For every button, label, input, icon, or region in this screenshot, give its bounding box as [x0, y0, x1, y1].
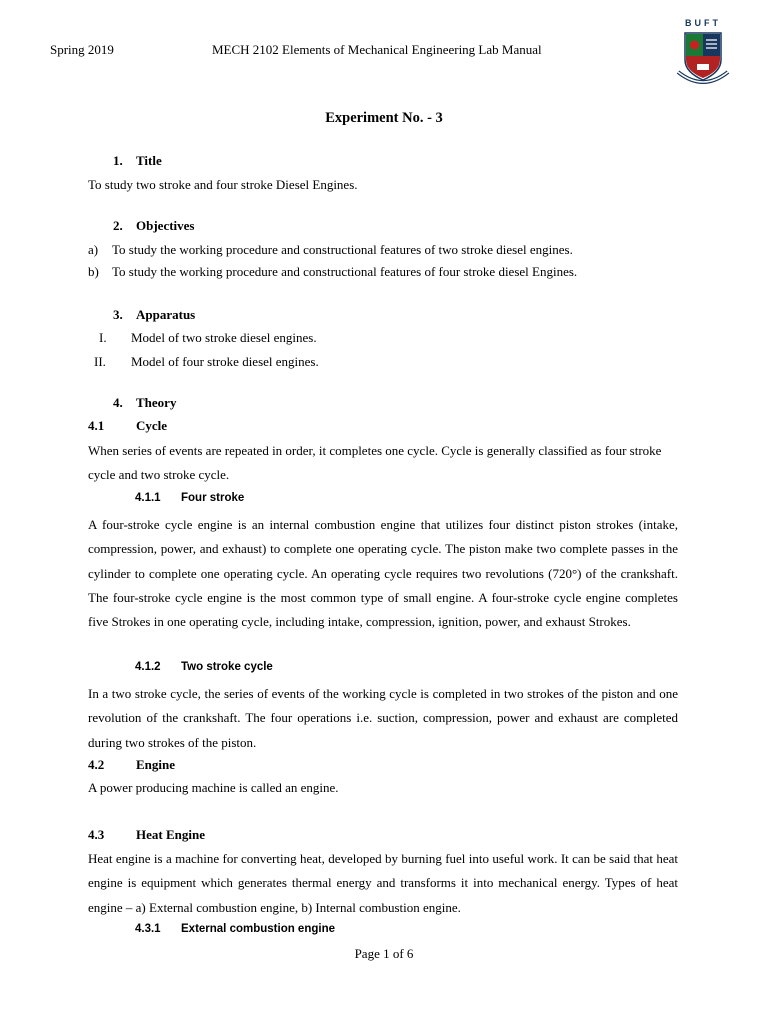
section-heading-two-stroke: Two stroke cycle: [181, 661, 273, 673]
engine-text: A power producing machine is called an engine.: [88, 780, 339, 795]
section-heading-theory: Theory: [136, 395, 177, 410]
section-number: 4.1.2: [135, 661, 161, 673]
four-stroke-paragraph: A four-stroke cycle engine is an internal combustion engine that utilizes four distinct piston strokes (intake, compression, power, and exhaust) to complete one operating cycle. The piston make two complete passes in the cylinder to complete one operating cycle. An operating cycle requires two revolutions (720°) of the crankshaft. The four-stroke cycle engine is the most common type of small engine. A four-stroke cycle engine completes five Strokes in one operating cycle, including intake, compression, ignition, power, and exhaust Strokes.: [88, 517, 678, 630]
section-heading-heat-engine: Heat Engine: [136, 827, 205, 842]
list-item: To study the working procedure and constructional features of two stroke diesel engines.: [112, 242, 573, 257]
list-marker: II.: [94, 354, 106, 369]
two-stroke-paragraph: In a two stroke cycle, the series of events of the working cycle is completed in two strokes of the piston and one revolution of the crankshaft. The four operations i.e. suction, compression, power and exhaust are completed during two strokes of the piston.: [88, 686, 678, 750]
list-marker: I.: [99, 330, 107, 345]
heat-engine-paragraph: Heat engine is a machine for converting heat, developed by burning fuel into useful work. It can be said that heat engine is equipment which generates thermal energy and transforms it into mechanical energy. Types of heat engine – a) External combustion engine, b) Internal combustion engine.: [88, 851, 678, 915]
section-number: 4.3: [88, 827, 105, 842]
list-marker: a): [88, 242, 99, 257]
section-number: 1.: [113, 153, 123, 168]
list-item: Model of four stroke diesel engines.: [131, 354, 319, 369]
section-number: 2.: [113, 218, 123, 233]
section-number: 4.1: [88, 418, 105, 433]
section-number: 4.: [113, 395, 123, 410]
section-heading-title: Title: [136, 153, 162, 168]
section-number: 4.1.1: [135, 492, 161, 504]
list-item: Model of two stroke diesel engines.: [131, 330, 317, 345]
section-heading-objectives: Objectives: [136, 218, 195, 233]
title-text: To study two stroke and four stroke Diesel Engines.: [88, 177, 358, 192]
section-number: 4.2: [88, 757, 105, 772]
section-heading-engine: Engine: [136, 757, 176, 772]
section-number: 4.3.1: [135, 923, 161, 935]
page-number: Page 1 of 6: [354, 946, 414, 961]
logo-shield-icon: [672, 20, 734, 90]
buft-logo: [672, 20, 734, 90]
section-heading-cycle: Cycle: [136, 418, 168, 433]
cycle-paragraph: When series of events are repeated in order, it completes one cycle. Cycle is generally classified as four stroke cycle and two stroke cycle.: [88, 443, 662, 483]
section-heading-external: External combustion engine: [181, 923, 335, 935]
section-heading-four-stroke: Four stroke: [181, 492, 245, 504]
logo-text: BUFT: [685, 18, 721, 28]
list-item: To study the working procedure and constructional features of four stroke diesel Engines.: [112, 264, 578, 279]
experiment-title: Experiment No. - 3: [325, 110, 443, 126]
header-course: MECH 2102 Elements of Mechanical Engineering Lab Manual: [212, 42, 542, 57]
header-semester: Spring 2019: [50, 42, 114, 57]
section-number: 3.: [113, 307, 123, 322]
list-marker: b): [88, 264, 99, 279]
section-heading-apparatus: Apparatus: [136, 307, 196, 322]
